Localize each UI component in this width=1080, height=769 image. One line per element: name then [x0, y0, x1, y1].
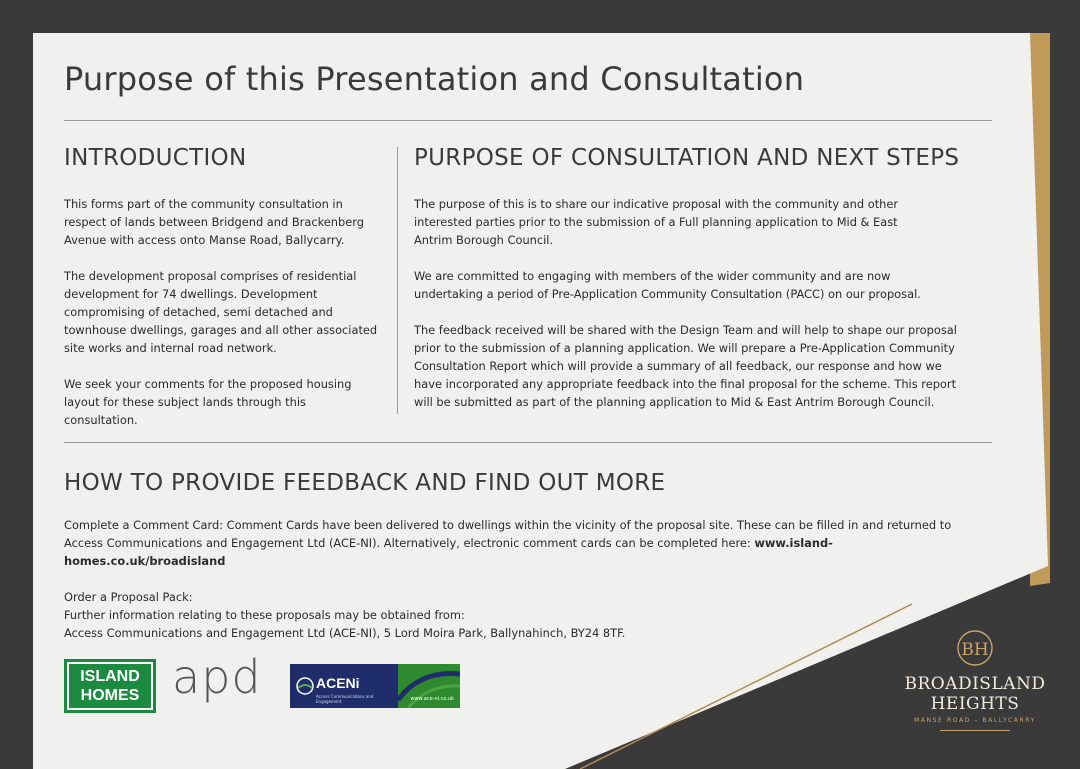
feedback-heading: HOW TO PROVIDE FEEDBACK AND FIND OUT MORE — [64, 470, 666, 496]
aceni-logo — [290, 664, 460, 708]
introduction-paragraph-3: We seek your comments for the proposed housing layout for these subject lands through this consultation. — [64, 377, 352, 427]
comment-card-description: Complete a Comment Card: Comment Cards have been delivered to dwellings within the vicinity of the proposal site. These can be filled in and returned to Access Communications and Engagement Ltd (ACE-NI). Alternatively, electronic comment cards can be completed here: — [64, 518, 952, 550]
island-homes-logo-line-2: HOMES — [80, 687, 140, 704]
proposal-pack-line-1: Further information relating to these proposals may be obtained from: — [64, 608, 465, 622]
comment-card-text — [64, 516, 979, 570]
broadisland-heights-logo — [895, 626, 1055, 731]
proposal-pack-label: Order a Proposal Pack: — [64, 590, 193, 604]
purpose-body — [414, 195, 959, 411]
island-homes-logo-line-1: ISLAND — [80, 668, 140, 685]
introduction-paragraph-2: The development proposal comprises of residential development for 74 dwellings. Development compromising of detached, semi detached and townhouse dwellings, garages and all other associated site works and internal road network. — [64, 269, 378, 355]
island-homes-logo — [64, 659, 156, 713]
purpose-paragraph-1: The purpose of this is to share our indicative proposal with the community and other interested parties prior to the submission of a Full planning application to Mid & East Antrim Borough Council. — [414, 197, 899, 247]
bh-monogram-letters: BH — [961, 640, 989, 660]
introduction-body — [64, 195, 382, 429]
aceni-logo-text: ACENi — [316, 675, 360, 691]
brand-name-line-1: BROADISLAND — [904, 674, 1046, 694]
column-divider — [397, 147, 398, 414]
aceni-globe-icon — [295, 676, 315, 696]
purpose-heading: PURPOSE OF CONSULTATION AND NEXT STEPS — [414, 145, 960, 171]
introduction-heading: INTRODUCTION — [64, 145, 247, 171]
feedback-body — [64, 516, 979, 642]
section-divider — [64, 442, 992, 443]
apd-logo: apd — [172, 650, 262, 704]
brand-name-line-2: HEIGHTS — [930, 694, 1020, 714]
introduction-paragraph-1: This forms part of the community consultation in respect of lands between Bridgend and Brackenberg Avenue with access onto Manse Road, Ballycarry. — [64, 197, 364, 247]
comment-card-link[interactable]: www.island-homes.co.uk/broadisland — [64, 536, 833, 568]
bh-monogram-icon — [955, 626, 995, 670]
brand-underline — [940, 730, 1010, 731]
brand-location: MANSE ROAD – BALLYCARRY — [914, 717, 1036, 724]
purpose-paragraph-3: The feedback received will be shared with the Design Team and will help to shape our proposal prior to the submission of a planning application. We will prepare a Pre-Application Community Consultation Report which will provide a summary of all feedback, our response and how we have incorporated any appropriate feedback into the final proposal for the scheme. This report will be submitted as part of the planning application to Mid & East Antrim Borough Council. — [414, 323, 957, 409]
aceni-website: www.ace-ni.co.uk — [410, 696, 454, 702]
title-divider — [64, 120, 992, 121]
page-title: Purpose of this Presentation and Consultation — [64, 60, 805, 98]
purpose-paragraph-2: We are committed to engaging with members of the wider community and are now undertaking a period of Pre-Application Community Consultation (PACC) on our proposal. — [414, 269, 921, 301]
aceni-logo-subtitle: Access Communications and Engagement — [316, 694, 374, 704]
proposal-pack-address: Access Communications and Engagement Ltd (ACE-NI), 5 Lord Moira Park, Ballynahinch, BY24 8TF. — [64, 626, 626, 640]
